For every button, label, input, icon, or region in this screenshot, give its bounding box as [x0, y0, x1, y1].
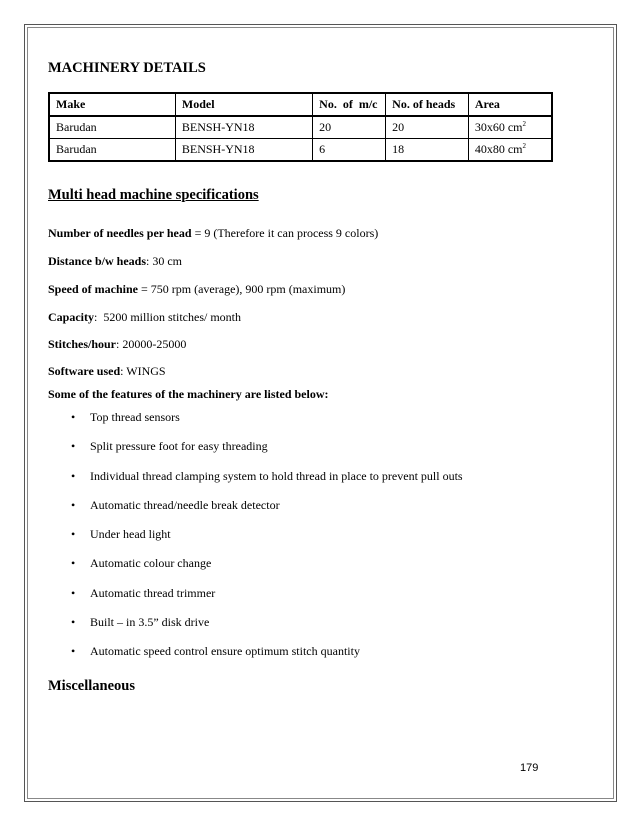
spec-value: : 30 cm: [146, 254, 183, 268]
spec-needles: [48, 226, 378, 240]
spec-capacity: [48, 310, 241, 324]
cell-make: Barudan: [49, 139, 175, 162]
page-content: [48, 60, 558, 694]
cell-area: [468, 139, 552, 162]
page-number: 179: [520, 762, 539, 774]
features-heading: Some of the features of the machinery are listed below:: [48, 387, 329, 401]
header-model: Model: [175, 93, 312, 116]
bullet-icon: •: [71, 497, 76, 512]
feature-text: Split pressure foot for easy threading: [90, 439, 268, 454]
bullet-icon: •: [71, 556, 76, 571]
list-item: [48, 498, 463, 527]
area-value: 30x60 cm: [474, 120, 523, 134]
bullet-icon: •: [71, 410, 76, 424]
spec-label: Distance b/w heads: [48, 254, 147, 268]
section-title: MACHINERY DETAILS: [48, 60, 206, 76]
feature-text: Automatic thread/needle break detector: [90, 497, 280, 512]
feature-text: Individual thread clamping system to hold thread in place to prevent pull outs: [90, 468, 463, 483]
cell-model: BENSH-YN18: [175, 139, 312, 162]
table-row: [49, 139, 552, 162]
list-item: [48, 439, 463, 468]
spec-value: = 750 rpm (average), 900 rpm (maximum): [138, 282, 346, 296]
area-value: 40x80 cm: [474, 142, 523, 156]
cell-area: [468, 116, 552, 139]
features-list: [48, 410, 463, 674]
feature-text: Automatic speed control ensure optimum stitch quantity: [90, 644, 360, 659]
list-item: [48, 527, 463, 556]
feature-text: Built – in 3.5” disk drive: [90, 615, 210, 630]
table-header-row: [49, 93, 552, 116]
bullet-icon: •: [71, 585, 76, 600]
bullet-icon: •: [71, 527, 76, 542]
cell-machines: 6: [313, 139, 386, 162]
feature-text: Automatic thread trimmer: [90, 585, 216, 600]
header-heads: No. of heads: [386, 93, 469, 116]
header-make: Make: [49, 93, 175, 116]
spec-label: Software used: [48, 364, 121, 378]
machinery-table: [48, 92, 553, 162]
cell-heads: 20: [386, 116, 469, 139]
spec-label: Capacity: [48, 310, 94, 324]
header-area: Area: [468, 93, 552, 116]
feature-text: Under head light: [90, 527, 171, 542]
area-unit-superscript: 2: [522, 120, 526, 128]
spec-label: Speed of machine: [48, 282, 138, 296]
spec-stitches: [48, 337, 186, 351]
spec-distance: [48, 254, 182, 268]
list-item: [48, 556, 463, 585]
spec-label: Stitches/hour: [48, 337, 117, 351]
spec-speed: [48, 282, 345, 296]
cell-heads: 18: [386, 139, 469, 162]
list-item: [48, 469, 463, 498]
spec-value: = 9 (Therefore it can process 9 colors): [191, 226, 379, 240]
cell-make: Barudan: [49, 116, 175, 139]
cell-model: BENSH-YN18: [175, 116, 312, 139]
bullet-icon: •: [71, 615, 76, 630]
bullet-icon: •: [71, 644, 76, 659]
bullet-icon: •: [71, 439, 76, 454]
list-item: [48, 410, 463, 439]
specs-heading: Multi head machine specifications: [48, 187, 259, 203]
header-machines: No. of m/c: [313, 93, 386, 116]
table-row: [49, 116, 552, 139]
bullet-icon: •: [71, 468, 76, 483]
feature-text: Top thread sensors: [90, 410, 180, 424]
list-item: [48, 615, 463, 644]
spec-software: [48, 364, 166, 378]
spec-label: Number of needles per head: [48, 226, 192, 240]
misc-heading: Miscellaneous: [48, 678, 135, 694]
spec-value: : 5200 million stitches/ month: [94, 310, 241, 324]
feature-text: Automatic colour change: [90, 556, 212, 571]
spec-value: : 20000-25000: [116, 337, 187, 351]
list-item: [48, 586, 463, 615]
cell-machines: 20: [313, 116, 386, 139]
area-unit-superscript: 2: [522, 142, 526, 150]
list-item: [48, 644, 463, 673]
spec-value: : WINGS: [120, 364, 166, 378]
